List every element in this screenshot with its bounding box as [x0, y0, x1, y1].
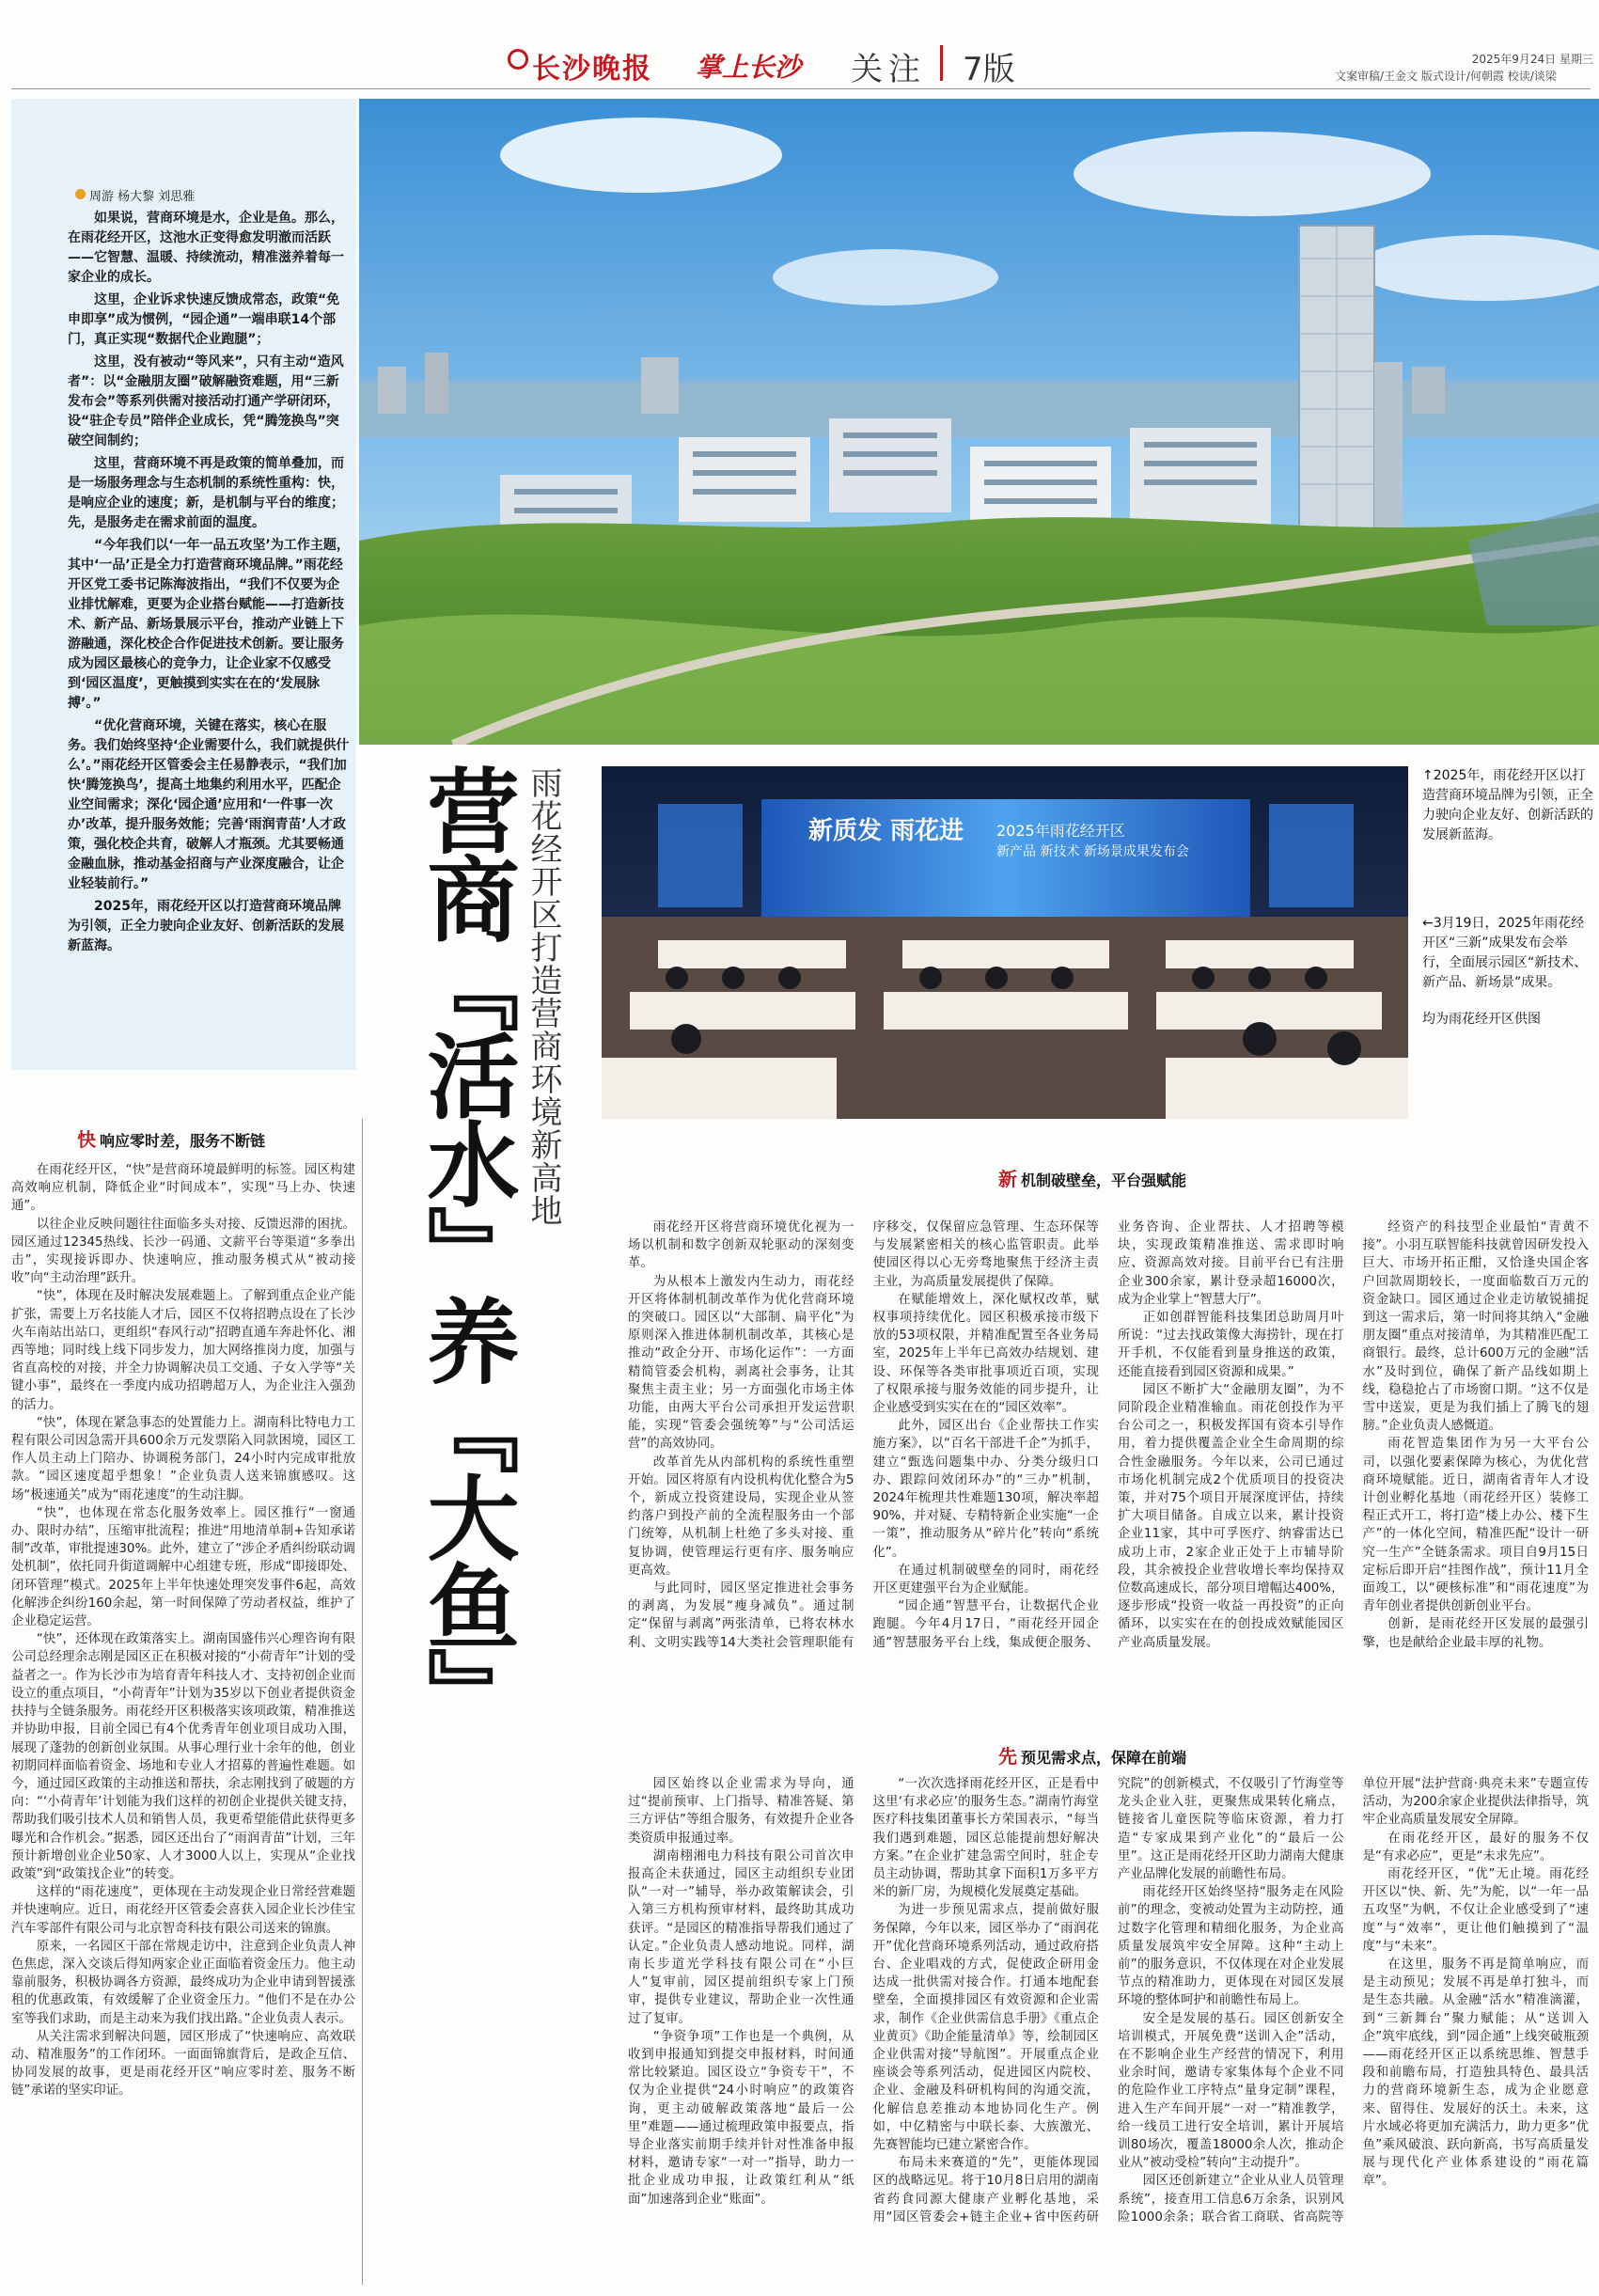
paragraph: “争资争项”工作也是一个典例，从收到申报通知到提交申报材料，时间通常比较紧迫。园区设立“争资专干”，不仅为企业提供“24小时响应”的政策咨询，更主动破解政策落地“最后一公里”难题——通过梳理政策申报要点，指导企业落实前期手续并针对性准备申报材料，邀请专家“一对一”指导，助力一批企业成功申报，让政策红利从“纸面”加速落到企业“账面”。	[628, 2029, 854, 2207]
park-aerial-photo	[359, 99, 1599, 745]
paragraph: 与此同时，园区坚定推进社会事务的剥离，为发展“瘦身减负”。通过制定“保留与剥离”两张清单，已将农林水利、文明实践等14大类社会管理职能有序移交，仅保留应急管理、生态环保等与发展紧密相关的核心监管职责。此举使园区得以心无旁骛地聚焦于经济主责主业，为高质量发展提供了保障。	[628, 1220, 1099, 1650]
paragraph: “快”，体现在紧急事态的处置能力上。湖南科比特电力工程有限公司因急需开具600余万元发票陷入同款困境，园区工作人员主动上门陪办、协调税务部门，24小时内完成审批放款。“园区速度超乎想象！”企业负责人送来锦旗感叹。这场“极速通关”成为“雨花速度”的生动注脚。	[11, 1415, 355, 1502]
paragraph: 安全是发展的基石。园区创新安全培训模式，开展免费“送训入企”活动，在不影响企业生产经营的情况下，利用业余时间，邀请专家集体每个企业不同的危险作业工序特点“量身定制”课程，进入生产车间开展“一对一”精准教学，给一线员工进行安全培训，累计开展培训80场次，覆盖18000余人次，推动企业从“被动受检”转向“主动提升”。	[1118, 2011, 1344, 2171]
intro-paragraph: “优化营商环境，关键在落实，核心在服务。我们始终坚持‘企业需要什么，我们就提供什么’。”雨花经开区管委会主任易静表示，“我们加快‘腾笼换鸟’，提高土地集约利用水平，匹配企业空间需求；深化‘园企通’应用和‘一件事一次办’改革，提升服务效能；完善‘雨润青苗’人才政策，强化校企共育，破解人才瓶颈。尤其要畅通金融血脉，推动基金招商与产业深度融合，让企业轻装前行。”	[68, 718, 350, 891]
section3-body	[628, 1775, 1589, 2285]
paragraph: “快”，也体现在常态化服务效率上。园区推行“一窗通办、限时办结”，压缩审批流程；推进“用地清单制+告知承诺制”改革，审批提速30%。此外，建立了“涉企矛盾纠纷联动调处机制”，依托同升街道调解中心组建专班，形成“即接即处、闭环管理”模式。2025年上半年快速处理突发事件6起，高效化解涉企纠纷160余起，第一时间保障了劳动者权益，维护了企业稳定运营。	[11, 1505, 355, 1629]
section-heading-ahead	[998, 1741, 1186, 1769]
intro-paragraph: 这里，没有被动“等风来”，只有主动“造风者”：以“金融朋友圈”破解融资难题，用“三新发布会”等系列供需对接活动打通产学研闭环，设“驻企专员”陪伴企业成长，凭“腾笼换鸟”突破空间制约；	[68, 354, 344, 448]
paragraph: 改革首先从内部机构的系统性重塑开始。园区将原有内设机构优化整合为5个，新成立投资建设局，实现企业从签约落户到投产前的全流程服务由一个部门统筹，从机制上杜绝了多头对接、重复协调，使管理运行更有序、服务响应更高效。	[628, 1455, 854, 1578]
paragraph: “一次次选择雨花经开区，正是看中这里‘有求必应’的服务生态。”湖南竹海堂医疗科技集团董事长方荣国表示，“每当我们遇到难题，园区总能提前想好解决方案。”在企业扩建急需空间时，驻企专员主动协调，帮助其拿下面积1万多平方米的新厂房，为规模化发展奠定基础。	[872, 1777, 1099, 1900]
intro-paragraph: 2025年，雨花经开区以打造营商环境品牌为引领，正全力驶向企业友好、创新活跃的发展新蓝海。	[68, 899, 344, 953]
masthead	[0, 0, 1599, 86]
paragraph: “快”，还体现在政策落实上。湖南国盛伟兴心理咨询有限公司总经理余志刚是园区正在积极对接的“小荷青年”计划的受益者之一。作为长沙市为培育青年科技人才、支持初创企业而设立的重点项目，“小荷青年”计划为35岁以下创业者提供资金扶持与全链条服务。雨花经开区积极落实该项政策，精准推送并协助申报，目前全园已有4个优秀青年创业项目成功入围，展现了蓬勃的创新创业氛围。从事心理行业十余年的他，创业初期同样面临着资金、场地和专业人才招募的普遍性难题。如今，通过园区政策的主动推送和帮扶，余志刚找到了破题的方向：“‘小荷青年’计划能为我们这样的初创企业提供关键支持，帮助我们吸引技术人员和销售人员，我更希望能借此获得更多曝光和合作机会。”据悉，园区还出台了“雨润青苗”计划，三年预计新增创业企业50家、人才3000人以上，实现从“企业找政策”到“政策找企业”的转变。	[11, 1632, 355, 1881]
main-headline: 营商『活水』养『大鱼』	[412, 763, 520, 1736]
paragraph: 雨花经开区将营商环境优化视为一场以机制和数字创新双轮驱动的深刻变革。	[628, 1220, 854, 1271]
paragraph: 从关注需求到解决问题，园区形成了“快速响应、高效联动、精准服务”的工作闭环。一面面锦旗背后，是政企互信、协同发展的故事，更是雨花经开区“响应零时差、服务不断链”承诺的坚实印证。	[11, 2029, 355, 2099]
byline: 周游 杨大黎 刘思雅	[89, 190, 196, 204]
paragraph: 这样的“雨花速度”，更体现在主动发现企业日常经营难题并快速响应。近日，雨花经开区管委会喜获入园企业长沙佳宝汽车零部件有限公司与北京智奇科技有限公司送来的锦旗。	[11, 1885, 355, 1936]
paragraph: 在这里，服务不再是简单响应，而是主动预见；发展不再是单打独斗，而是生态共融。从金融“活水”精准滴灌，到“三新舞台”聚力赋能；从“送训入企”筑牢底线，到“园企通”上线突破瓶颈——雨花经开区正以系统思维、智慧手段和前瞻布局，打造独具特色、最具活力的营商环境新生态，成为企业愿意来、留得住、发展好的沃土。未来，这片水域必将更加充满活力，助力更多“优鱼”乘风破浪、跃向新高，书写高质量发展与现代化产业体系建设的“雨花篇章”。	[1362, 1958, 1589, 2189]
paragraph: 在赋能增效上，深化赋权改革，赋权事项持续优化。园区积极承接市级下放的53项权限，并精准配置至各业务局室，2025年上半年已高效办结规划、建设、环保等各类审批事项近百项，实现了权限承接与服务效能的同步提升，让企业感受到实实在在的“园区效率”。	[872, 1292, 1099, 1416]
section-heading-fast	[77, 1124, 265, 1152]
intro-text	[68, 209, 350, 959]
brand-name: 长沙晚报	[532, 53, 652, 86]
section-key: 新	[998, 1168, 1017, 1190]
intro-paragraph: 这里，企业诉求快速反馈成常态，政策“免申即享”成为惯例，“园企通”一端串联14个部门，真正实现“数据代企业跑腿”；	[68, 292, 340, 347]
paragraph: 雨花经开区始终坚持“服务走在风险前”的理念，变被动处置为主动防控，通过数字化管理和精细化服务，为企业高质量发展筑牢安全屏障。这种“主动上前”的服务意识，不仅体现在对企业发展节点的精准助力，更体现在对园区发展环境的整体呵护和前瞻性布局上。	[1118, 1885, 1344, 2008]
intro-paragraph: 如果说，营商环境是水，企业是鱼。那么，在雨花经开区，这池水正变得愈发明澈而活跃——它智慧、温暖、持续流动，精准滋养着每一家企业的成长。	[68, 211, 344, 285]
park-aerial-illustration	[359, 99, 1599, 745]
photo-credit: 均为雨花经开区供图	[1422, 1012, 1541, 1027]
column-divider	[362, 1119, 363, 2285]
editor-credits: 文案审稿/王金文 版式设计/何朝霞 校读/谈梁	[1335, 70, 1557, 83]
paragraph: 湖南栩湘电力科技有限公司首次申报高企未获通过，园区主动组织专业团队“一对一”辅导，举办政策解读会，引入第三方机构预审材料，最终助其成功获评。“是园区的精准指导帮我们通过了认定。”企业负责人感动地说。同样，湖南长步道光学科技有限公司在“小巨人”复审前，园区提前组织专家上门预审，提供专业建议，帮助企业一次性通过了复审。	[628, 1848, 854, 2026]
paragraph: 布局未来赛道的“先”，更能体现园区的战略远见。将于10月8日启用的湖南省药食同源大健康产业孵化基地，采用“园区管委会+链主企业+省中医药研究院”的创新模式，不仅吸引了竹海堂等龙头企业入驻，更聚焦成果转化痛点，链接省儿童医院等临床资源，着力打造“专家成果到产业化”的“最后一公里”。这正是雨花经开区助力湖南大健康产业品牌化发展的前瞻性布局。	[872, 1777, 1344, 2225]
paragraph: 园区还创新建立“企业从业人员管理系统”，接查用工信息6万余条，识别风险1000余条；联合省工商联、省高院等单位开展“法护营商·典亮未来”专题宣传活动，为200余家企业提供法律指导，筑牢企业高质量发展安全屏障。	[1118, 1777, 1589, 2225]
section-key: 先	[998, 1745, 1017, 1768]
paragraph: 正如创群智能科技集团总助周月叶所说：“过去找政策像大海捞针，现在打开手机，不仅能看到量身推送的政策，还能直接看到园区资源和成果。”	[1118, 1311, 1344, 1379]
section-title: 机制破壁垒，平台强赋能	[1021, 1172, 1187, 1189]
section-key: 快	[77, 1128, 96, 1151]
paragraph: 此外，园区出台《企业帮扶工作实施方案》，以“百名干部进千企”为抓手，建立“甄选问题集中办、分类分级归口办、跟踪问效闭环办”的“三办”机制，2024年梳理共性难题130项，解决率超90%，并对疑、专精特新企业实施“一企一策”，推动服务从“碎片化”转向“系统化”。	[872, 1419, 1099, 1560]
paragraph: 在通过机制破壁垒的同时，雨花经开区更建强平台为企业赋能。	[872, 1563, 1099, 1596]
section-title: 响应零时差，服务不断链	[100, 1132, 266, 1150]
section-title: 预见需求点，保障在前端	[1021, 1749, 1187, 1767]
paragraph: 园区不断扩大“金融朋友圈”，为不同阶段企业精准输血。雨花创投作为平台公司之一，积极发挥国有资本引导作用，着力提供覆盖企业全生命周期的综合性金融服务。今年以来，公司已通过市场化机制完成2个优质项目的投资决策，并对75个项目开展深度评估，持续扩大项目储备。自成立以来，累计投资企业11家，其中可孚医疗、纳睿雷达已成功上市，2家企业正处于上市辅导阶段，其余被投企业营收增长率均保持双位数高速成长，部分项目增幅达400%，逐步形成“投资一收益一再投资”的正向循环，以实实在在的创投成效赋能园区产业高质量发展。	[1118, 1382, 1344, 1650]
section-heading-new	[998, 1164, 1186, 1191]
issue-date: 2025年9月24日 星期三	[1471, 53, 1593, 66]
intro-paragraph: 这里，营商环境不再是政策的简单叠加，而是一场服务理念与生态机制的系统性重构：快，是响应企业的速度；新，是机制与平台的维度；先，是服务走在需求前面的温度。	[68, 456, 344, 530]
masthead-rule	[11, 88, 1591, 89]
paragraph: 在雨花经开区，最好的服务不仅是“有求必应”，更是“未求先应”。	[1362, 1831, 1589, 1864]
paragraph: 原来，一名园区干部在常规走访中，注意到企业负责人神色焦虑，深入交谈后得知两家企业正面临着资金压力。他主动靠前服务，积极协调各方资源，最终成功为企业申请到智援涨租的优惠政策，有效缓解了企业资金压力。“他们不是在办公室等我们求助，而是主动来为我们找出路。”企业负责人表示。	[11, 1939, 355, 2026]
section2-body	[628, 1219, 1589, 1741]
photo-caption-aerial: ↑2025年，雨花经开区以打造营商环境品牌为引领，正全力驶向企业友好、创新活跃的发展新蓝海。	[1422, 768, 1593, 842]
section1-body	[11, 1161, 355, 2285]
paragraph: 以往企业反映问题往往面临多头对接、反馈迟滞的困扰。园区通过12345热线、长沙一码通、文薪平台等渠道“多拳出击”，实现接诉即办、快速响应，推动服务模式从“被动接收”向“主动治理”跃升。	[11, 1217, 355, 1286]
sub-headline: 雨花经开区打造营商环境新高地	[525, 766, 562, 1227]
brand-logo-icon	[508, 49, 528, 70]
banner-line3: 新产品 新技术 新场景成果发布会	[996, 844, 1189, 859]
brand-sub: 掌上长沙	[696, 52, 802, 83]
paragraph: 经资产的科技型企业最怕“青黄不接”。小羽互联智能科技就曾因研发投入巨大、市场开拓正酣，又恰逢央国企客户回款周期较长，一度面临数百万元的资金缺口。园区通过企业走访敏锐捕捉到这一需求后，第一时间将其纳入“金融朋友圈”重点对接清单，为其精准匹配工商银行。最终，总计600万元的金融“活水”及时到位，确保了新产品线如期上线，稳稳抢占了市场窗口期。“这不仅是雪中送炭，更是为我们插上了腾飞的翅膀。”企业负责人感慨道。	[1362, 1220, 1589, 1434]
paragraph: “园企通”智慧平台，让数据代企业跑腿。今年4月17日，“雨花经开园企通”智慧服务平台上线，集成便企服务、业务咨询、企业帮扶、人才招聘等模块，实现政策精准推送、需求即时响应、资源高效对接。目前平台已有注册企业300余家，累计登录超16000次，成为企业掌上“智慧大厅”。	[872, 1220, 1344, 1650]
paragraph: 雨花智造集团作为另一大平台公司，以强化要素保障为核心，为优化营商环境赋能。近日，湖南省青年人才设计创业孵化基地（雨花经开区）装修工程正式开工，将打造“楼上办公、楼下生产”的一体化空间，精准匹配“设计一研究一生产”全链条需求。项目自9月15日定标后即开启“挂图作战”，预计11月全面竣工，以“硬核标准”和“雨花速度”为青年创业者提供创新创业平台。	[1362, 1437, 1589, 1614]
banner-line1: 新质发 雨花进	[808, 817, 964, 845]
paragraph: 雨花经开区，“优”无止境。雨花经开区以“快、新、先”为舵，以“一年一品五攻坚”为帆，不仅让企业感受到了“速度”与“效率”，更让他们触摸到了“温度”与“未来”。	[1362, 1867, 1589, 1954]
banner-line2: 2025年雨花经开区	[996, 822, 1125, 840]
byline-dot-icon	[75, 189, 86, 199]
masthead-separator	[940, 45, 943, 81]
paragraph: 为进一步预见需求点，提前做好服务保障，今年以来，园区举办了“雨润花开”优化营商环境系列活动，通过政府搭台、企业唱戏的方式，促使政企研用金达成一批供需对接合作。打通本地配套壁垒，全面摸排园区有效资源和企业需求，制作《企业供需信息手册》《重点企业黄页》《助企能量清单》等，绘制园区企业供需对接“导航图”。开展重点企业座谈会等系列活动，促进园区内院校、企业、金融及科研机构间的沟通交流，化解信息差推动本地协同化生产。例如，中亿精密与中联长泰、大族激光、先赛智能均已建立紧密合作。	[872, 1903, 1099, 2153]
paragraph: 在雨花经开区，“快”是营商环境最鲜明的标签。园区构建高效响应机制，降低企业“时间成本”，实现“马上办、快速通”。	[11, 1163, 355, 1214]
paragraph: 创新，是雨花经开区发展的最强引擎，也是献给企业最丰厚的礼物。	[1362, 1617, 1589, 1650]
paragraph: 为从根本上激发内生动力，雨花经开区将体制机制改革作为优化营商环境的突破口。园区以“大部制、扁平化”为原则深入推进体制机制改革，其核心是推动“政企分开、市场化运作”：一方面精简管委会机构，剥离社会事务，让其聚焦主责主业；另一方面强化市场主体功能，由两大平台公司承担开发运营职能，实现“管委会强统筹”与“公司活运营”的高效协同。	[628, 1274, 854, 1452]
section-name: 关注	[851, 51, 926, 88]
intro-paragraph: “今年我们以‘一年一品五攻坚’为工作主题，其中‘一品’正是全力打造营商环境品牌。”雨花经开区党工委书记陈海波指出，“我们不仅要为企业排忧解难，更要为企业搭台赋能——打造新技术、新产品、新场景展示平台，推动产业链上下游融通，深化校企合作促进技术创新。要让服务成为园区最核心的竞争力，让企业家不仅感受到‘园区温度’，更触摸到实实在在的‘发展脉搏’。”	[68, 538, 350, 711]
photo-caption-event: ←3月19日，2025年雨花经开区“三新”成果发布会举行，全面展示园区“新技术、新产品、新场景”成果。	[1422, 916, 1588, 990]
paragraph: “快”，体现在及时解决发展难题上。了解到重点企业产能扩张，需要上万名技能人才后，园区不仅将招聘点设在了长沙火车南站出站口，更组织“春风行动”招聘直通车奔赴怀化、湘西等地；同时线上线下同步发力，加大网络推岗力度，加强与省直高校的对接，并全力协调解决员工交通、子女入学等“关键小事”，最终在一季度内成功招聘超万人，为企业注入强劲的活力。	[11, 1289, 355, 1412]
page-number: 7版	[963, 51, 1015, 88]
paragraph: 园区始终以企业需求为导向，通过“提前预审、上门指导、精准答疑、第三方评估”等组合服务，有效提升企业各类资质申报通过率。	[628, 1777, 854, 1846]
launch-event-photo	[602, 766, 1408, 1119]
